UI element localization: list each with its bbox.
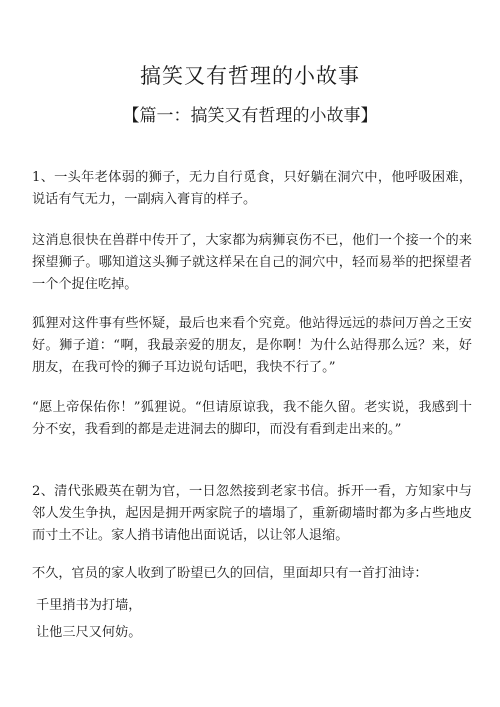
paragraph-2: 这消息很快在兽群中传开了，大家都为病狮哀伤不已，他们一个接一个的来探望狮子。哪知道这头狮子就这样呆在自己的洞穴中，轻而易举的把探望者一个个捉住吃掉。: [32, 233, 472, 292]
paragraph-3: 狐狸对这件事有些怀疑，最后也来看个究竟。他站得远远的恭问万兽之王安好。狮子道：“啊，我最亲爱的朋友，是你啊！为什么站得那么远？来，好朋友，在我可怜的狮子耳边说句话吧，我快不行了。”: [32, 316, 472, 375]
poem-line-2: 让他三尺又何妨。: [36, 625, 142, 640]
section-heading: 【篇一：搞笑又有哲理的小故事】: [122, 106, 378, 126]
poem-line-1: 千里捎书为打墙，: [36, 598, 142, 613]
paragraph-4: “愿上帝保佑你！”狐狸说。“但请原谅我，我不能久留。老实说，我感到十分不安，我看到的都是走进洞去的脚印，而没有看到走出来的。”: [32, 400, 472, 437]
paragraph-6: 不久，官员的家人收到了盼望已久的回信，里面却只有一首打油诗：: [32, 566, 428, 581]
paragraph-1: 1、一头年老体弱的狮子，无力自行觅食，只好躺在洞穴中，他呼吸困难，说话有气无力，一副病入膏肓的样子。: [32, 170, 472, 207]
paragraph-5: 2、清代张殿英在朝为官，一日忽然接到老家书信。拆开一看，方知家中与邻人发生争执，起因是拥开两家院子的墙塌了，重新砌墙时都为多占些地皮而寸土不让。家人捎书请他出面说话，以让邻人退缩。: [32, 484, 472, 543]
document-title: 搞笑又有哲理的小故事: [140, 64, 360, 88]
